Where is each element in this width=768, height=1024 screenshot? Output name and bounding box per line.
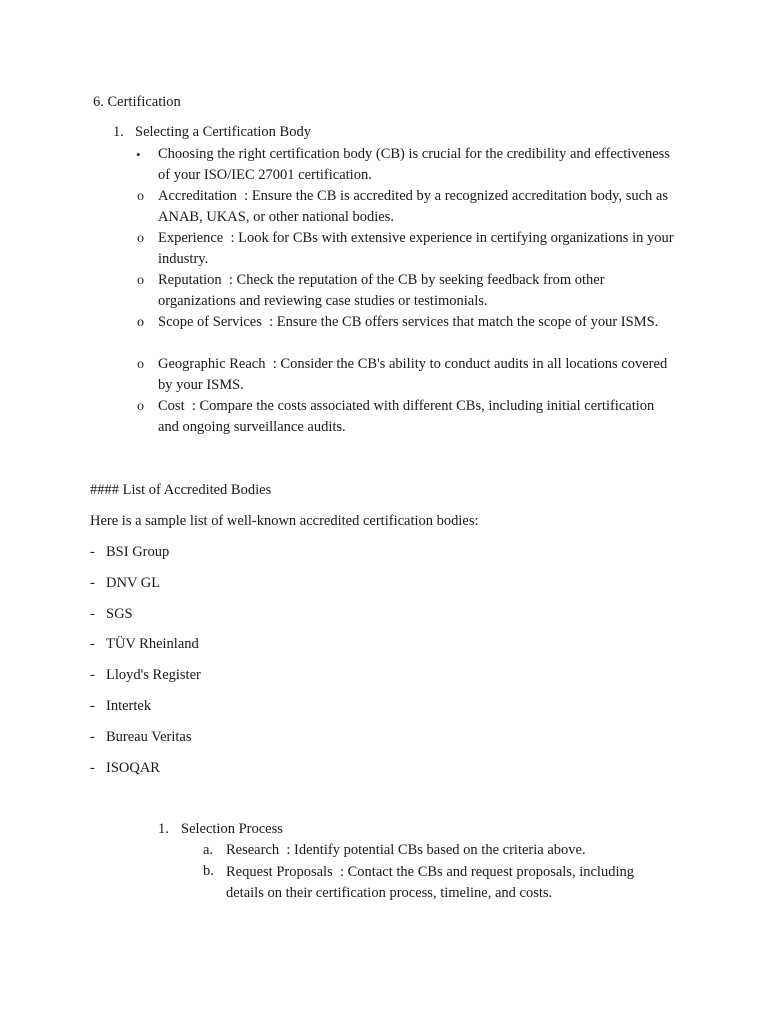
criteria-text: Check the reputation of the CB by seeking feedback from other organizations and reviewing case studies or testimonials. xyxy=(158,272,605,309)
body-name: SGS xyxy=(106,606,133,622)
selection-number: 1. xyxy=(158,821,169,837)
criteria-term: Reputation xyxy=(158,272,222,288)
circle-bullet-icon: o xyxy=(137,399,144,414)
step-term: Research xyxy=(226,842,280,858)
dash-bullet: - xyxy=(90,606,95,622)
circle-bullet-icon: o xyxy=(137,231,144,246)
accredited-heading: #### List of Accredited Bodies xyxy=(90,482,272,498)
criteria-text: Consider the CB's ability to conduct audits in all locations covered by your ISMS. xyxy=(158,356,668,393)
document-page: 6. Certification 1. Selecting a Certification Body • Choosing the right certification body (CB) is crucial for the credibility and effectiveness of your ISO/IEC 27001 certification. o Accreditation : Ensure the CB is accredited by a recognized accreditation body, such as ANAB, UKAS, or other national bodies. o Experience : Look for CBs with extensive experience in certifying organizations in your industry. o Reputation : Check the reputation of the CB by seeking feedback from other organizations and reviewing case studies or testimonials. o Scope of Services : Ensure the CB offers services that match the scope of your ISMS. o Geographic Reach : Consider the CB's ability to conduct audits in all locations covered by your ISMS. o Cost : Compare the costs associated with different CBs, including initial certification and ongoing surveillance audits. #### List of Accredited Bodies Here is a sample list of well-known accredited certification bodies: - BSI Group - DNV GL - SGS - TÜV Rheinland - Lloyd's Register - Intertek - Bureau Veritas - ISOQAR 1. Selection Process a. Research : Identify potential CBs based on the criteria above. b. Request Proposals : Contact the CBs and request proposals, including details on their certification process, timeline, and costs. xyxy=(0,0,768,1024)
criteria-text: Ensure the CB offers services that match the scope of your ISMS. xyxy=(276,314,659,330)
bullet-dot-icon: • xyxy=(136,147,141,162)
circle-bullet-icon: o xyxy=(137,273,144,288)
body-name: ISOQAR xyxy=(106,760,160,776)
criteria-term: Cost xyxy=(158,398,185,414)
dash-bullet: - xyxy=(90,636,95,652)
dash-bullet: - xyxy=(90,729,95,745)
body-name: Bureau Veritas xyxy=(106,729,192,745)
step-term: Request Proposals xyxy=(226,864,333,880)
body-name: BSI Group xyxy=(106,544,170,560)
section-heading: 6. Certification xyxy=(93,94,181,110)
dash-bullet: - xyxy=(90,544,95,560)
step-letter: b. xyxy=(203,863,214,879)
dash-bullet: - xyxy=(90,698,95,714)
subsection-number: 1. xyxy=(113,124,124,140)
criteria-term: Geographic Reach xyxy=(158,356,266,372)
selection-title: Selection Process xyxy=(181,821,283,837)
intro-paragraph: Choosing the right certification body (CB) is crucial for the credibility and effectiveness of your ISO/IEC 27001 certification. xyxy=(158,146,670,183)
body-name: Lloyd's Register xyxy=(106,667,201,683)
body-name: TÜV Rheinland xyxy=(106,636,199,652)
body-name: DNV GL xyxy=(106,575,161,591)
step-letter: a. xyxy=(203,842,214,858)
step-text: Contact the CBs and request proposals, including details on their certification process, timeline, and costs. xyxy=(226,864,634,901)
dash-bullet: - xyxy=(90,760,95,776)
subsection-title: Selecting a Certification Body xyxy=(135,124,311,140)
step-text: Identify potential CBs based on the criteria above. xyxy=(294,842,586,858)
criteria-text: Ensure the CB is accredited by a recognized accreditation body, such as ANAB, UKAS, or other national bodies. xyxy=(158,188,669,225)
criteria-term: Scope of Services xyxy=(158,314,262,330)
body-name: Intertek xyxy=(106,698,152,714)
circle-bullet-icon: o xyxy=(137,315,144,330)
criteria-term: Experience xyxy=(158,230,224,246)
criteria-term: Accreditation xyxy=(158,188,237,204)
criteria-text: Compare the costs associated with different CBs, including initial certification and ongoing surveillance audits. xyxy=(158,398,655,435)
dash-bullet: - xyxy=(90,667,95,683)
circle-bullet-icon: o xyxy=(137,189,144,204)
criteria-text: Look for CBs with extensive experience in certifying organizations in your industry. xyxy=(158,230,674,267)
circle-bullet-icon: o xyxy=(137,357,144,372)
accredited-intro: Here is a sample list of well-known accredited certification bodies: xyxy=(90,513,479,529)
dash-bullet: - xyxy=(90,575,95,591)
